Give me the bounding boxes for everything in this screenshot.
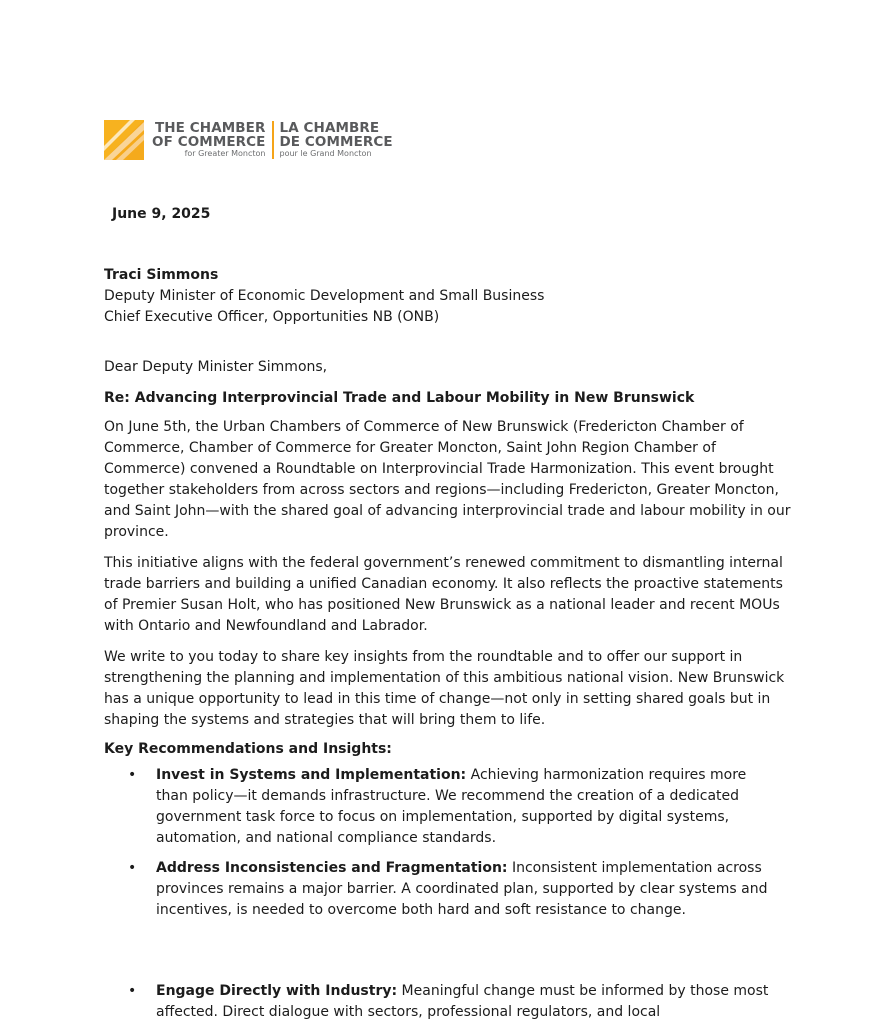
paragraph-2: This initiative aligns with the federal government’s renewed commitment to dismantling internal trade barriers and building a unified Canadian economy. It also reflects the proactive statements of Premier Susan Holt, who has positioned New Brunswick as a national leader and recent MOUs with Ontario and Newfoundland and Labrador. — [104, 555, 783, 634]
chamber-logo — [104, 119, 393, 161]
bullet-item — [128, 981, 778, 1023]
letter-date: June 9, 2025 — [112, 206, 211, 222]
salutation: Dear Deputy Minister Simmons, — [104, 359, 328, 375]
bullet-list — [128, 858, 778, 921]
bullet-item — [128, 765, 778, 849]
chamber-flag-icon — [104, 120, 144, 160]
logo-divider — [272, 121, 274, 159]
paragraph-1: On June 5th, the Urban Chambers of Commerce of New Brunswick (Fredericton Chamber of Commerce, Chamber of Commerce for Greater Moncton, Saint John Region Chamber of Commerce) convened a Roundtable on Interprovincial Trade Harmonization. This event brought together stakeholders from across sectors and regions—including Fredericton, Greater Moncton, and Saint John—with the shared goal of advancing interprovincial trade and labour mobility in our province. — [104, 419, 791, 540]
logo-fr-sub: pour le Grand Moncton — [279, 149, 372, 158]
bullet-marker: • — [128, 860, 137, 876]
bullet-marker: • — [128, 983, 137, 999]
recipient-name: Traci Simmons — [104, 267, 219, 283]
bullet-text: Achieving harmonization requires more than policy—it demands infrastructure. We recommend the creation of a dedicated government task force to focus on implementation, supported by digital systems, automation, and national compliance standards. — [156, 767, 747, 846]
bullet-item — [128, 858, 778, 921]
logo-en-line2: OF COMMERCE — [152, 133, 266, 150]
bullet-list — [128, 981, 778, 1023]
logo-en-line1: THE CHAMBER — [154, 120, 266, 136]
paragraph-3: We write to you today to share key insights from the roundtable and to offer our support in strengthening the planning and implementation of this ambitious national vision. New Brunswick has a unique opportunity to lead in this time of change—not only in setting shared goals but in shaping the systems and strategies that will bring them to life. — [104, 649, 785, 728]
bullet-text: Inconsistent implementation across provinces remains a major barrier. A coordinated plan, supported by clear systems and incentives, is needed to overcome both hard and soft resistance to change. — [156, 860, 768, 918]
logo-en-sub: for Greater Moncton — [184, 149, 266, 158]
bullet-heading: Address Inconsistencies and Fragmentation: — [156, 860, 508, 876]
bullet-text: Meaningful change must be informed by those most affected. Direct dialogue with sectors, professional regulators, and local — [156, 983, 769, 1020]
recipient-title-1: Deputy Minister of Economic Development and Small Business — [104, 288, 545, 304]
bullet-list — [128, 765, 778, 849]
logo-fr-line1: LA CHAMBRE — [279, 120, 380, 136]
logo-french — [280, 122, 393, 158]
subject-line: Re: Advancing Interprovincial Trade and Labour Mobility in New Brunswick — [104, 390, 695, 406]
logo-english — [152, 122, 266, 158]
bullet-marker: • — [128, 767, 137, 783]
logo-fr-line2: DE COMMERCE — [279, 133, 393, 150]
recipient-block — [104, 265, 544, 328]
recipient-title-2: Chief Executive Officer, Opportunities NB (ONB) — [104, 309, 440, 325]
bullet-heading: Invest in Systems and Implementation: — [156, 767, 467, 783]
bullet-heading: Engage Directly with Industry: — [156, 983, 398, 999]
key-recommendations-heading: Key Recommendations and Insights: — [104, 741, 392, 757]
